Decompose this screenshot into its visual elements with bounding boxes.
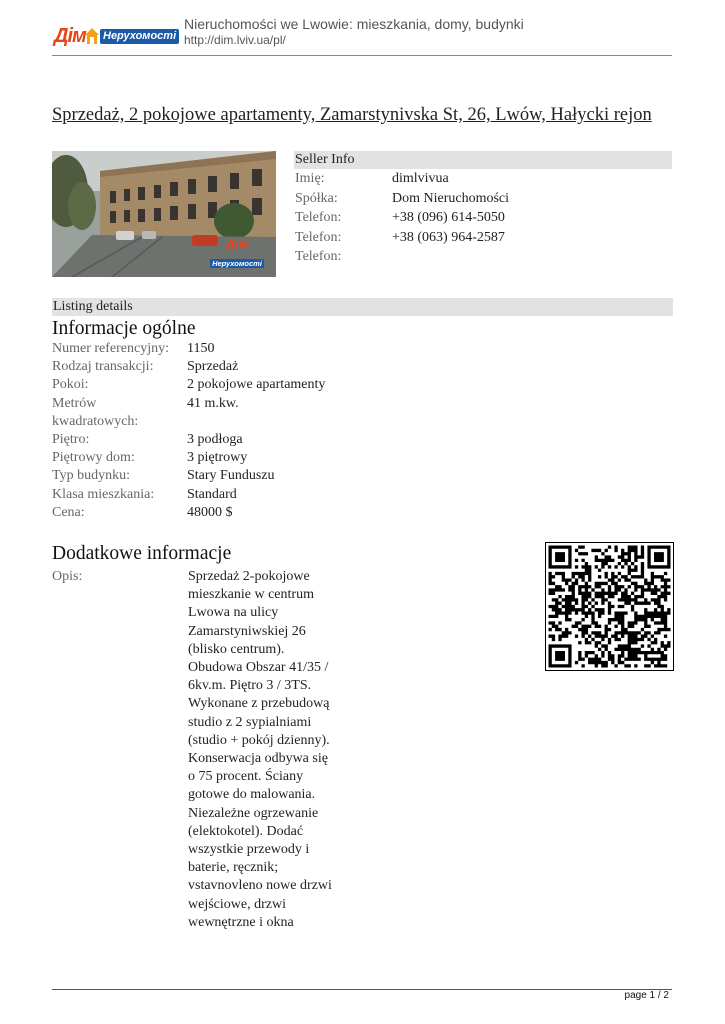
seller-label: Spółka: <box>295 190 338 206</box>
description-line: wszystkie przewody i <box>188 842 310 858</box>
description-line: gotowe do malowania. <box>188 787 316 803</box>
general-info-heading: Informacje ogólne <box>52 318 196 339</box>
site-url[interactable]: http://dim.lviv.ua/pl/ <box>184 33 286 47</box>
detail-row <box>52 340 352 358</box>
detail-value: Sprzedaż <box>187 359 239 375</box>
listing-title[interactable]: Sprzedaż, 2 pokojowe apartamenty, Zamarstynivska St, 26, Lwów, Hałycki rejon <box>52 105 652 125</box>
detail-value: 1150 <box>187 341 215 356</box>
seller-info <box>294 151 672 267</box>
description-line: baterie, ręcznik; <box>188 860 279 876</box>
logo-nerukhomosti-text: Нерухомості <box>100 29 179 44</box>
page-number: page 1 / 2 <box>624 990 669 1001</box>
property-photo <box>52 151 276 277</box>
page-header <box>52 14 672 56</box>
seller-row <box>294 169 672 189</box>
seller-phone-value[interactable]: +38 (096) 614-5050 <box>392 210 505 225</box>
description-text <box>188 568 348 932</box>
description-line: (elektokotel). Dodać <box>188 823 304 839</box>
description-line: Zamarstyniwskiej 26 <box>188 623 306 639</box>
qr-code-icon <box>546 543 673 670</box>
description-line: o 75 procent. Ściany <box>188 769 304 785</box>
general-info-table <box>52 340 352 522</box>
description-line: wejściowe, drzwi <box>188 896 286 912</box>
watermark-dim-text: Дім <box>225 236 249 251</box>
header-divider <box>52 55 672 56</box>
detail-row <box>52 395 352 431</box>
description-label: Opis: <box>52 569 83 584</box>
detail-row <box>52 467 352 485</box>
detail-label: Rodzaj transakcji: <box>52 359 154 375</box>
site-title: Nieruchomości we Lwowie: mieszkania, domy, budynki <box>184 16 524 32</box>
detail-row <box>52 449 352 467</box>
photo-watermark <box>204 235 270 271</box>
description-line: wewnętrzne i okna <box>188 914 294 930</box>
description-line: (blisko centrum). <box>188 641 285 657</box>
seller-row <box>294 247 672 267</box>
detail-row <box>52 486 352 504</box>
seller-value: Dom Nieruchomości <box>392 190 510 206</box>
detail-label: Piętro: <box>52 432 90 448</box>
detail-value: 3 piętrowy <box>187 450 248 466</box>
detail-value: Stary Funduszu <box>187 468 275 484</box>
description-line: Wykonane z przebudową <box>188 696 330 712</box>
seller-row <box>294 228 672 248</box>
price-value: 48000 $ <box>187 504 233 520</box>
footer-divider <box>52 989 672 990</box>
description-line: (studio + pokój dzienny). <box>188 732 330 748</box>
description-line: Sprzedaż 2-pokojowe <box>188 569 310 584</box>
description-line: studio z 2 sypialniami <box>188 714 312 730</box>
detail-label: Cena: <box>52 504 85 520</box>
qr-code[interactable] <box>545 542 674 671</box>
logo-dim-text: Дім <box>54 25 86 47</box>
description-line: Niezależne ogrzewanie <box>188 805 319 821</box>
watermark-nerukhomosti-text: Нерухомості <box>212 259 262 268</box>
seller-value: dimlvivua <box>392 171 449 186</box>
detail-value: 41 m.kw. <box>187 395 239 411</box>
detail-row <box>52 431 352 449</box>
description-line: vstavnovleno nowe drzwi <box>188 878 332 894</box>
detail-label: Pokoi: <box>52 377 89 393</box>
detail-label: Numer referencyjny: <box>52 341 169 356</box>
site-logo[interactable] <box>54 24 177 48</box>
description-line: Obudowa Obszar 41/35 / <box>188 660 329 676</box>
seller-label: Imię: <box>295 171 325 186</box>
seller-row <box>294 189 672 209</box>
detail-value: Standard <box>187 486 237 502</box>
seller-row <box>294 208 672 228</box>
detail-row <box>52 376 352 394</box>
description-line: Konserwacja odbywa się <box>188 751 328 767</box>
detail-label: Metrów kwadratowych: <box>52 395 139 429</box>
additional-info-heading: Dodatkowe informacje <box>52 543 232 564</box>
seller-label: Telefon: <box>295 229 342 245</box>
house-icon <box>84 27 100 45</box>
detail-value: 2 pokojowe apartamenty <box>187 377 326 393</box>
detail-row <box>52 358 352 376</box>
seller-phone-value[interactable]: +38 (063) 964-2587 <box>392 229 505 245</box>
listing-details-heading: Listing details <box>52 298 673 316</box>
description-line: mieszkanie w centrum <box>188 587 314 603</box>
detail-label: Piętrowy dom: <box>52 450 135 466</box>
seller-label: Telefon: <box>295 249 342 264</box>
detail-label: Typ budynku: <box>52 468 130 484</box>
detail-label: Klasa mieszkania: <box>52 486 155 502</box>
description-line: 6kv.m. Piętro 3 / 3TS. <box>188 678 312 694</box>
description-line: Lwowa na ulicy <box>188 605 279 621</box>
detail-value: 3 podłoga <box>187 432 243 448</box>
seller-info-heading: Seller Info <box>294 151 672 169</box>
detail-row <box>52 504 352 522</box>
seller-label: Telefon: <box>295 210 342 225</box>
